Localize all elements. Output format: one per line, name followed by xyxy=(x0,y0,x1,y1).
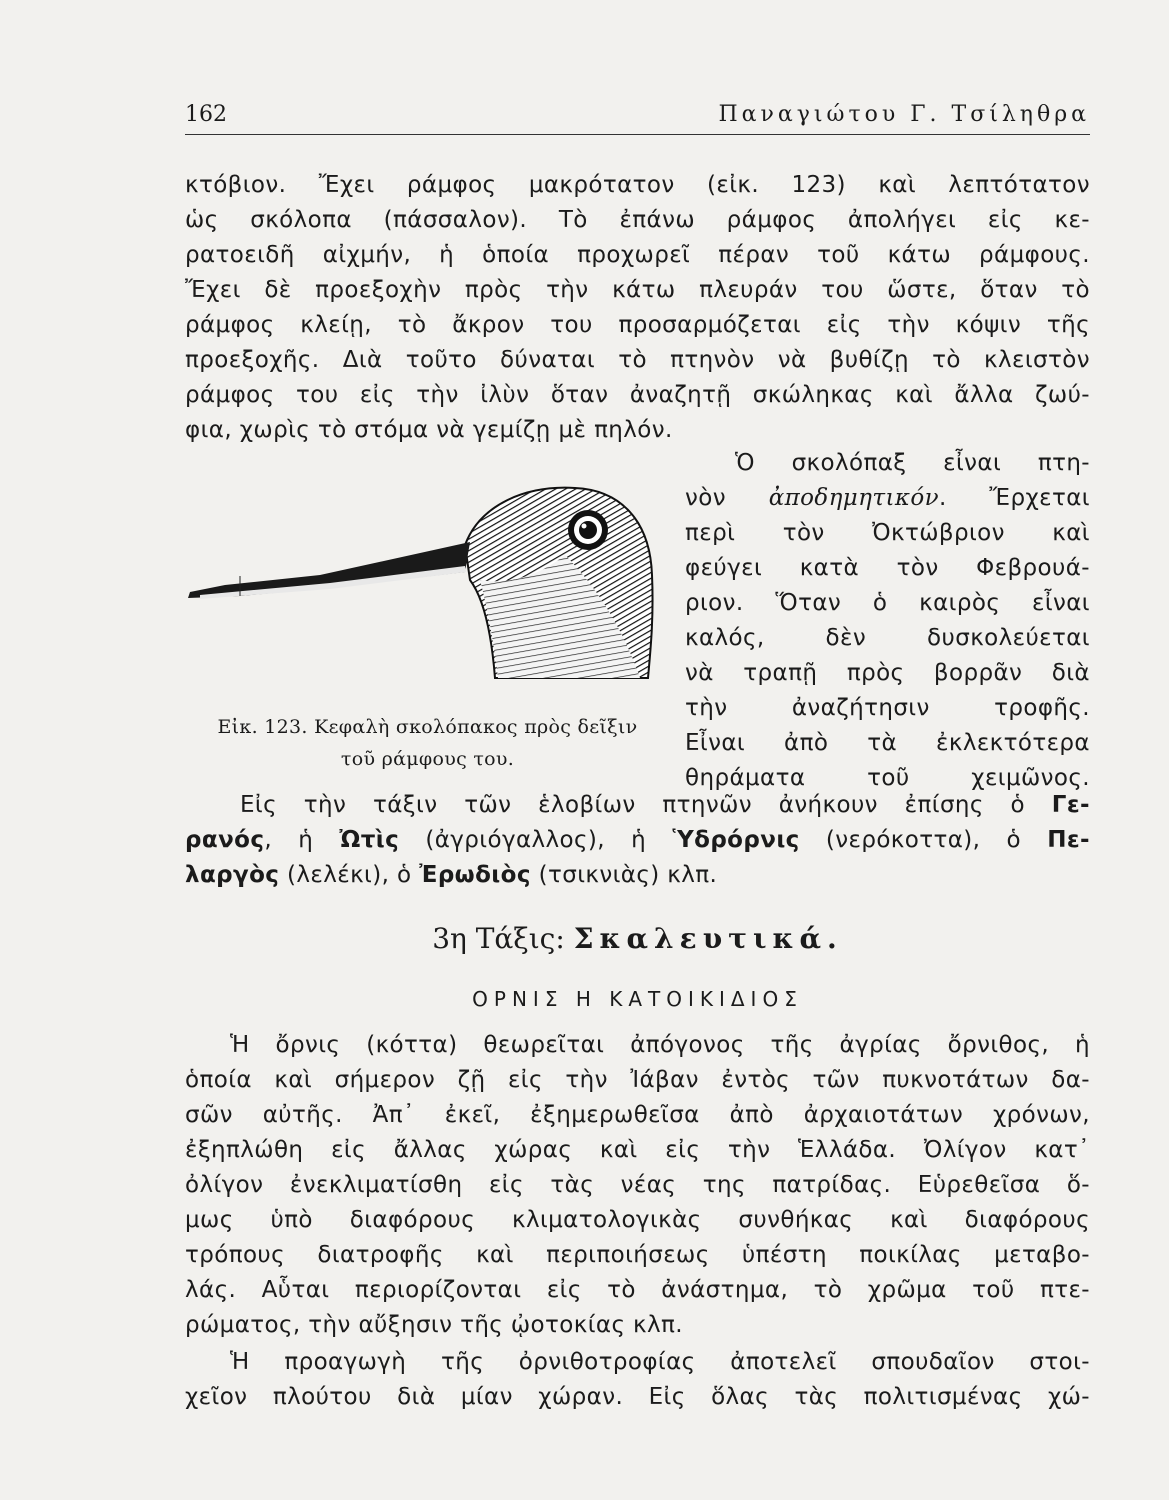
term-crane: Γε- xyxy=(1051,792,1090,818)
text-line: φεύγει κατὰ τὸν Φεβρουά- xyxy=(685,555,1090,581)
text-line: προεξοχῆς. Διὰ τοῦτο δύναται τὸ πτηνὸν νὰ βυθίζῃ τὸ κλειστὸν xyxy=(185,347,1090,373)
term-bustard: Ὠτὶς xyxy=(339,827,400,853)
page-number: 162 xyxy=(185,102,227,127)
text-line: τὴν ἀναζήτησιν τροφῆς. xyxy=(685,695,1090,721)
term-moorhen: Ὑδρόρνις xyxy=(672,827,800,853)
text-line: φια, χωρὶς τὸ στόμα νὰ γεμίζῃ μὲ πηλόν. xyxy=(185,417,673,443)
running-title: Παναγιώτου Γ. Τσίληθρα xyxy=(718,102,1090,127)
text-line: ρανός, ἡ Ὠτὶς (ἀγριόγαλλος), ἡ Ὑδρόρνις (νερόκοττα), ὁ Πε- xyxy=(185,827,1090,853)
term-heron: Ἐρωδιὸς xyxy=(419,862,531,888)
text-line: ρώματος, τὴν αὔξησιν τῆς ᾠοτοκίας κλπ. xyxy=(185,1312,683,1338)
text-line: νὸν ἀποδημητικόν. Ἔρχεται xyxy=(685,485,1090,511)
text-line: ρατοειδῆ αἰχμήν, ἡ ὁποία προχωρεῖ πέραν τοῦ κάτω ράμφους. xyxy=(185,242,1090,268)
emphasis-migratory: ἀποδημητικόν xyxy=(768,485,939,511)
text-line: περὶ τὸν Ὀκτώβριον καὶ xyxy=(685,520,1090,546)
text-line: μως ὑπὸ διαφόρους κλιματολογικὰς συνθήκας καὶ διαφόρους xyxy=(185,1207,1090,1233)
section-title: 3η Τάξις: Σκαλευτικά. xyxy=(432,922,843,955)
figure-caption: Εἰκ. 123. Κεφαλὴ σκολόπακος πρὸς δεῖξιν xyxy=(217,716,638,738)
text-line: θηράματα τοῦ χειμῶνος. xyxy=(685,765,1090,791)
text-line: τρόπους διατροφῆς καὶ περιποιήσεως ὑπέστη ποικίλας μεταβο- xyxy=(185,1242,1090,1268)
text-line: ἐξηπλώθη εἰς ἄλλας χώρας καὶ εἰς τὴν Ἑλλάδα. Ὀλίγον κατ᾽ xyxy=(185,1137,1090,1163)
text-line: σῶν αὐτῆς. Ἀπ᾽ ἐκεῖ, ἐξημερωθεῖσα ἀπὸ ἀρχαιοτάτων χρόνων, xyxy=(185,1102,1090,1128)
text-line: Εἰς τὴν τάξιν τῶν ἑλοβίων πτηνῶν ἀνήκουν ἐπίσης ὁ Γε- xyxy=(240,792,1090,818)
text-line: ὀλίγον ἐνεκλιματίσθη εἰς τὰς νέας της πατρίδας. Εὑρεθεῖσα ὅ- xyxy=(185,1172,1090,1198)
text-line: λάς. Αὗται περιορίζονται εἰς τὸ ἀνάστημα, τὸ χρῶμα τοῦ πτε- xyxy=(185,1277,1090,1303)
text-line: νὰ τραπῇ πρὸς βορρᾶν διὰ xyxy=(685,660,1090,686)
figure-caption-cont: τοῦ ράμφους του. xyxy=(340,748,515,770)
text-line: ριον. Ὅταν ὁ καιρὸς εἶναι xyxy=(685,590,1090,616)
text-line: χεῖον πλούτου διὰ μίαν χώραν. Εἰς ὅλας τὰς πολιτισμένας χώ- xyxy=(185,1384,1090,1410)
text-line: ὡς σκόλοπα (πάσσαλον). Τὸ ἐπάνω ράμφος ἀπολήγει εἰς κε- xyxy=(185,207,1090,233)
term-crane-cont: ρανός xyxy=(185,827,265,853)
text-line: Ὁ σκολόπαξ εἶναι πτη- xyxy=(735,450,1090,476)
text-line: ράμφος κλείῃ, τὸ ἄκρον του προσαρμόζεται εἰς τὴν κόψιν τῆς xyxy=(185,312,1090,338)
page-header xyxy=(185,100,1090,135)
term-stork-cont: λαργὸς xyxy=(185,862,280,888)
text-line: ράμφος του εἰς τὴν ἰλὺν ὅταν ἀναζητῇ σκώληκας καὶ ἄλλα ζωύ- xyxy=(185,382,1090,408)
text-line: Εἶναι ἀπὸ τὰ ἐκλεκτότερα xyxy=(685,730,1090,756)
text-line: Ἔχει δὲ προεξοχὴν πρὸς τὴν κάτω πλευράν του ὥστε, ὅταν τὸ xyxy=(185,277,1090,303)
text-line: λαργὸς (λελέκι), ὁ Ἐρωδιὸς (τσικνιὰς) κλπ. xyxy=(185,862,718,888)
text-line: ὁποία καὶ σήμερον ζῇ εἰς τὴν Ἰάβαν ἐντὸς τῶν πυκνοτάτων δα- xyxy=(185,1067,1090,1093)
section-title-name: Σκαλευτικά. xyxy=(573,922,843,955)
term-stork: Πε- xyxy=(1047,827,1090,853)
text-line: Ἡ προαγωγὴ τῆς ὀρνιθοτροφίας ἀποτελεῖ σπουδαῖον στοι- xyxy=(230,1349,1090,1375)
subheading: ΟΡΝΙΣ Η ΚΑΤΟΙΚΙΔΙΟΣ xyxy=(472,987,803,1011)
text-line: κτόβιον. Ἔχει ράμφος μακρότατον (εἰκ. 123) καὶ λεπτότατον xyxy=(185,172,1090,198)
text-line: καλός, δὲν δυσκολεύεται xyxy=(685,625,1090,651)
woodcock-head-illustration xyxy=(180,480,660,685)
text-line: Ἡ ὄρνις (κόττα) θεωρεῖται ἀπόγονος τῆς ἀγρίας ὄρνιθος, ἡ xyxy=(230,1032,1090,1058)
